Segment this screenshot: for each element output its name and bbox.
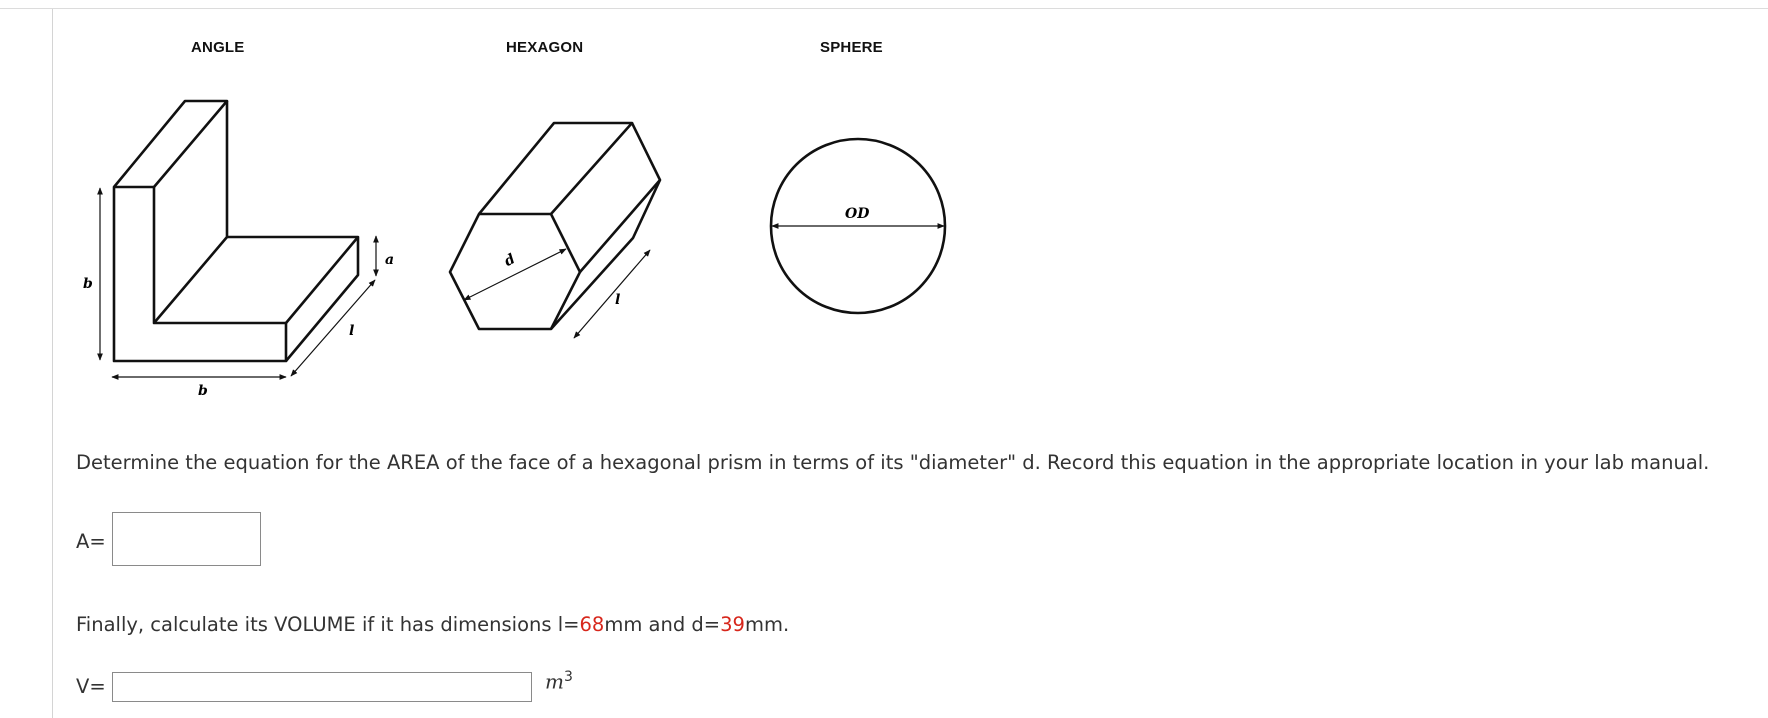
volume-unit <box>545 669 573 694</box>
angle-l-label: l <box>349 323 355 339</box>
angle-title: ANGLE <box>191 39 245 56</box>
area-question-text: Determine the equation for the AREA of the face of a hexagonal prism in terms of its "diameter" d. Record this equation in the appropriate location in your lab manual. <box>76 451 1710 474</box>
angle-b-vertical-label: b <box>83 276 93 292</box>
hexagon-dimension-lines <box>464 249 650 338</box>
d-value: 39 <box>720 613 745 636</box>
left-border <box>52 9 53 718</box>
area-answer-input[interactable] <box>112 512 261 566</box>
angle-b-horizontal-label: b <box>198 383 208 399</box>
volume-answer-input[interactable] <box>112 672 532 702</box>
shapes-drawing <box>72 30 972 410</box>
angle-shape <box>114 101 358 361</box>
sphere-title: SPHERE <box>820 39 883 56</box>
sphere-od-label: OD <box>845 206 870 222</box>
angle-a-label: a <box>385 252 395 268</box>
hexagon-title: HEXAGON <box>506 39 584 56</box>
shapes-figure <box>72 30 972 410</box>
top-border <box>0 0 1768 9</box>
volume-prompt-part2: mm and d= <box>604 613 721 636</box>
volume-prompt-part3: mm. <box>744 613 790 636</box>
l-value: 68 <box>579 613 605 636</box>
volume-unit-base: m <box>545 669 564 694</box>
hexagon-l-label: l <box>615 292 621 308</box>
area-label: A= <box>76 530 106 553</box>
hexagon-d-label: d <box>501 251 518 270</box>
volume-question-text <box>76 613 789 636</box>
volume-prompt-part1: Finally, calculate its VOLUME if it has dimensions l= <box>76 613 580 636</box>
hexagon-shape <box>450 123 660 329</box>
volume-unit-exponent: 3 <box>563 669 573 685</box>
angle-dimension-lines <box>100 188 376 377</box>
volume-label: V= <box>76 675 106 698</box>
